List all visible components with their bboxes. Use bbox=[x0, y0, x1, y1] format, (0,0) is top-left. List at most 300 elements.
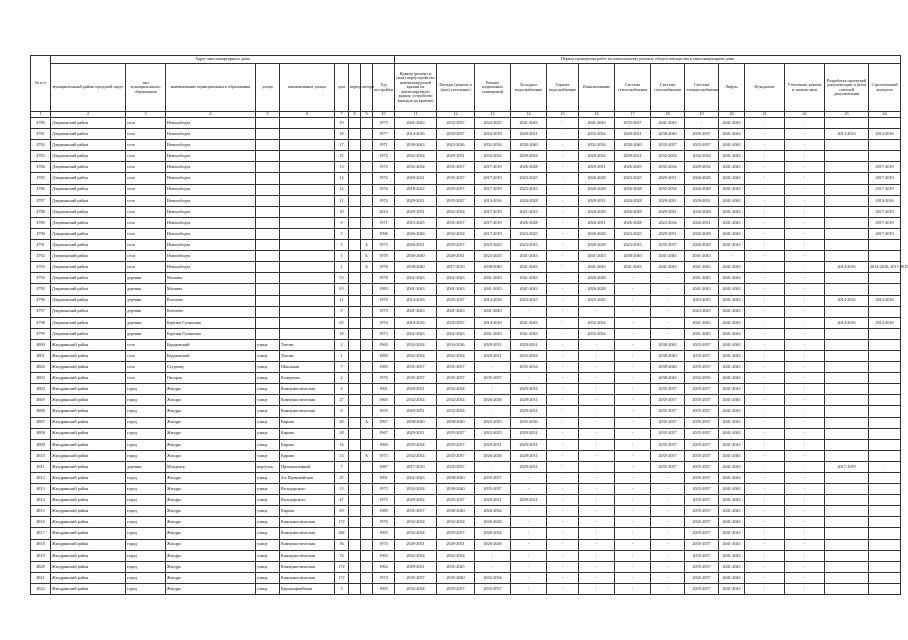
table-row bbox=[31, 140, 901, 151]
table-cell: 2032-2034 bbox=[685, 151, 719, 162]
table-cell: - bbox=[651, 273, 685, 284]
table-cell: - bbox=[547, 217, 579, 228]
table-cell bbox=[869, 484, 901, 495]
table-cell: - bbox=[651, 306, 685, 317]
table-cell: Котелево bbox=[166, 295, 256, 306]
table-row bbox=[31, 173, 901, 184]
table-cell: 1983 bbox=[373, 362, 395, 373]
table-cell: 1967 bbox=[373, 428, 395, 439]
table-cell: 2023-2026 bbox=[437, 140, 475, 151]
table-cell: 2035-2037 bbox=[685, 439, 719, 450]
table-cell: 2041-2043 bbox=[719, 295, 745, 306]
table-cell: 1974 bbox=[373, 317, 395, 328]
table-cell: - bbox=[547, 328, 579, 339]
table-cell: 2032-2034 bbox=[651, 151, 685, 162]
table-cell: Кирова bbox=[280, 417, 335, 428]
table-cell bbox=[280, 306, 335, 317]
table-cell: - bbox=[785, 461, 825, 472]
table-cell: 2035-2037 bbox=[437, 373, 475, 384]
table-cell: 2032-2034 bbox=[395, 517, 437, 528]
table-cell: - bbox=[475, 561, 511, 572]
table-cell: 4811 bbox=[31, 461, 51, 472]
table-cell: - bbox=[785, 384, 825, 395]
table-cell: - bbox=[785, 517, 825, 528]
table-cell: 2041-2043 bbox=[437, 328, 475, 339]
table-cell: 2035-2037 bbox=[685, 561, 719, 572]
table-cell bbox=[280, 151, 335, 162]
table-cell: Коммунистическая bbox=[280, 572, 335, 583]
table-cell: 1987 bbox=[373, 461, 395, 472]
table-cell: 2032-2034 bbox=[437, 228, 475, 239]
table-cell: 2041-2043 bbox=[685, 317, 719, 328]
table-cell: улица bbox=[256, 561, 280, 572]
table-cell bbox=[361, 184, 373, 195]
table-cell: - bbox=[615, 517, 651, 528]
table-cell: - bbox=[615, 406, 651, 417]
table-cell: 2023-2025 bbox=[579, 295, 615, 306]
table-cell: - bbox=[785, 273, 825, 284]
table-cell: 2038-2040 bbox=[651, 362, 685, 373]
table-cell: 4801 bbox=[31, 350, 51, 361]
table-cell: улица bbox=[256, 517, 280, 528]
table-cell bbox=[361, 473, 373, 484]
table-cell: - bbox=[719, 251, 745, 262]
table-cell: Жиздринский район bbox=[51, 362, 126, 373]
table-cell bbox=[361, 495, 373, 506]
table-cell: 4819 bbox=[31, 550, 51, 561]
table-cell: - bbox=[745, 384, 785, 395]
table-cell: 4809 bbox=[31, 439, 51, 450]
table-cell: 1974 bbox=[373, 539, 395, 550]
table-cell: 1985 bbox=[373, 350, 395, 361]
col-header: Лифты bbox=[719, 64, 745, 112]
table-cell: Коммунистическая bbox=[280, 528, 335, 539]
table-cell: город bbox=[126, 517, 166, 528]
col-header: Фасады (ремонт и (или) утепление) bbox=[437, 64, 475, 112]
col-number: 13 bbox=[475, 112, 511, 118]
col-header: Строительный контроль bbox=[869, 64, 901, 112]
table-cell: 4796 bbox=[31, 295, 51, 306]
table-cell: 2035-2037 bbox=[651, 461, 685, 472]
table-cell bbox=[256, 228, 280, 239]
table-cell: - bbox=[651, 561, 685, 572]
col-header: Система газоснабжения bbox=[651, 64, 685, 112]
table-cell bbox=[825, 373, 869, 384]
table-cell: 1972 bbox=[373, 173, 395, 184]
col-number: 19 bbox=[685, 112, 719, 118]
table-cell bbox=[361, 173, 373, 184]
table-cell: - bbox=[615, 439, 651, 450]
table-cell bbox=[869, 350, 901, 361]
table-cell: 2029-2031 bbox=[511, 495, 547, 506]
table-cell: 2023-2034 bbox=[651, 217, 685, 228]
col-header: Горячее водоснабжение bbox=[547, 64, 579, 112]
table-cell bbox=[349, 461, 361, 472]
table-cell bbox=[349, 583, 361, 594]
table-cell bbox=[361, 206, 373, 217]
table-cell: город bbox=[126, 528, 166, 539]
table-cell: 2026-2028 bbox=[511, 162, 547, 173]
table-cell: - bbox=[579, 417, 615, 428]
table-cell bbox=[869, 140, 901, 151]
table-cell bbox=[869, 373, 901, 384]
table-cell: 5 bbox=[335, 240, 349, 251]
table-row bbox=[31, 328, 901, 339]
table-cell: село bbox=[126, 362, 166, 373]
table-cell: - bbox=[615, 461, 651, 472]
table-cell: 6 bbox=[335, 384, 349, 395]
period-group-header: Период проведения работ по капитальному ремонту общего имущества в многоквартирном доме bbox=[395, 56, 901, 64]
table-row bbox=[31, 162, 901, 173]
table-cell: улица bbox=[256, 484, 280, 495]
table-cell: - bbox=[547, 339, 579, 350]
table-cell: 2038-2040 bbox=[615, 251, 651, 262]
table-cell: 2029-2031 bbox=[651, 195, 685, 206]
table-cell: 1965 bbox=[373, 583, 395, 594]
table-cell: - bbox=[785, 362, 825, 373]
table-cell: Коммунистическая bbox=[280, 384, 335, 395]
table-cell bbox=[349, 173, 361, 184]
table-cell: 2041-2043 bbox=[719, 140, 745, 151]
table-cell: 4808 bbox=[31, 428, 51, 439]
table-row bbox=[31, 384, 901, 395]
table-cell: - bbox=[547, 295, 579, 306]
table-cell: 2035-2037 bbox=[685, 583, 719, 594]
table-cell: Жиздра bbox=[166, 428, 256, 439]
table-cell: - bbox=[579, 406, 615, 417]
table-cell: - bbox=[547, 162, 579, 173]
table-cell: 2038-2040 bbox=[511, 140, 547, 151]
table-cell: 2014-2016 bbox=[825, 317, 869, 328]
table-cell bbox=[256, 206, 280, 217]
col-number: 12 bbox=[437, 112, 475, 118]
table-cell: - bbox=[579, 473, 615, 484]
col-header: Система теплоснабжения bbox=[615, 64, 651, 112]
table-cell: 4820 bbox=[31, 561, 51, 572]
table-cell: 1964 bbox=[373, 561, 395, 572]
table-cell: - bbox=[547, 240, 579, 251]
table-cell: - bbox=[745, 572, 785, 583]
table-cell: улица bbox=[256, 550, 280, 561]
table-cell: 2041-2043 bbox=[719, 284, 745, 295]
table-cell: - bbox=[511, 583, 547, 594]
col-number: 17 bbox=[615, 112, 651, 118]
table-cell: 1983 bbox=[373, 284, 395, 295]
table-cell: Новоалбодея bbox=[166, 240, 256, 251]
table-cell: 2041-2043 bbox=[437, 273, 475, 284]
table-cell: 2029-2031 bbox=[651, 228, 685, 239]
table-cell: 2041-2043 bbox=[511, 273, 547, 284]
table-row bbox=[31, 583, 901, 594]
table-cell: - bbox=[615, 417, 651, 428]
table-cell: город bbox=[126, 583, 166, 594]
table-row bbox=[31, 251, 901, 262]
table-cell: - bbox=[547, 417, 579, 428]
table-cell: 2041-2043 bbox=[511, 317, 547, 328]
table-cell: 2035-2037 bbox=[437, 439, 475, 450]
table-cell bbox=[869, 118, 901, 129]
table-cell: село bbox=[126, 206, 166, 217]
table-cell: 1955 bbox=[373, 406, 395, 417]
table-cell: 2035-2037 bbox=[685, 450, 719, 461]
table-cell: Жиздринский район bbox=[51, 473, 126, 484]
table-cell: Жиздринский район bbox=[51, 550, 126, 561]
table-cell: Новоалбодея bbox=[166, 162, 256, 173]
table-cell bbox=[349, 295, 361, 306]
table-cell: 2041-2043 bbox=[719, 129, 745, 140]
table-cell: 2035-2037 bbox=[395, 373, 437, 384]
table-cell bbox=[349, 484, 361, 495]
table-cell: 2035-2037 bbox=[615, 118, 651, 129]
table-cell: - bbox=[615, 284, 651, 295]
table-cell: - bbox=[615, 339, 651, 350]
table-cell bbox=[825, 473, 869, 484]
table-cell: деревня bbox=[126, 461, 166, 472]
col-number: 9 bbox=[361, 112, 373, 118]
table-cell: - bbox=[579, 495, 615, 506]
table-cell: 2029-2031 bbox=[685, 195, 719, 206]
table-cell: - bbox=[745, 140, 785, 151]
table-cell: - bbox=[785, 173, 825, 184]
table-row bbox=[31, 539, 901, 550]
table-cell: - bbox=[651, 550, 685, 561]
table-cell bbox=[869, 450, 901, 461]
table-cell: 1974 bbox=[373, 195, 395, 206]
table-cell bbox=[361, 317, 373, 328]
table-cell: - bbox=[785, 450, 825, 461]
table-cell: - bbox=[785, 151, 825, 162]
table-cell bbox=[349, 217, 361, 228]
table-cell: Кирова bbox=[280, 450, 335, 461]
table-cell bbox=[825, 583, 869, 594]
table-cell: 2041-2043 bbox=[719, 339, 745, 350]
table-cell: 2029-2031 bbox=[511, 450, 547, 461]
col-header: Система электроснабжения bbox=[685, 64, 719, 112]
table-cell bbox=[256, 184, 280, 195]
table-cell: 2041-2043 bbox=[719, 317, 745, 328]
table-cell bbox=[256, 195, 280, 206]
table-cell: - bbox=[745, 495, 785, 506]
table-cell: Жиздра bbox=[166, 495, 256, 506]
table-cell bbox=[349, 306, 361, 317]
table-cell bbox=[361, 539, 373, 550]
table-cell: Новоалбодея bbox=[166, 129, 256, 140]
table-cell: 2041-2043 bbox=[719, 428, 745, 439]
table-cell: - bbox=[547, 273, 579, 284]
table-cell: город bbox=[126, 428, 166, 439]
table-cell: 9 bbox=[335, 306, 349, 317]
table-cell: 2026-2028 bbox=[685, 228, 719, 239]
table-cell: 2014-2016 bbox=[475, 317, 511, 328]
table-cell: - bbox=[785, 473, 825, 484]
table-cell: село bbox=[126, 129, 166, 140]
table-cell: 1965 bbox=[373, 550, 395, 561]
table-cell: 2041-2043 bbox=[395, 306, 437, 317]
table-cell: 2041-2043 bbox=[719, 240, 745, 251]
table-cell bbox=[349, 273, 361, 284]
table-cell: - bbox=[745, 184, 785, 195]
table-cell: 2038-2043 bbox=[651, 373, 685, 384]
table-cell bbox=[825, 384, 869, 395]
table-cell: 2041-2043 bbox=[719, 506, 745, 517]
table-cell: 4810 bbox=[31, 450, 51, 461]
table-cell: Жиздринский район bbox=[51, 461, 126, 472]
table-cell: 2026-2028 bbox=[579, 173, 615, 184]
table-cell: село bbox=[126, 140, 166, 151]
table-cell bbox=[825, 572, 869, 583]
table-cell: Жиздра bbox=[166, 517, 256, 528]
table-row bbox=[31, 473, 901, 484]
table-cell: - bbox=[745, 306, 785, 317]
table-cell: 2032-2035 bbox=[685, 373, 719, 384]
table-cell: - bbox=[785, 528, 825, 539]
table-cell: - bbox=[579, 384, 615, 395]
table-cell: село bbox=[126, 151, 166, 162]
table-row bbox=[31, 561, 901, 572]
table-cell bbox=[349, 317, 361, 328]
table-cell: - bbox=[547, 140, 579, 151]
table-cell: Дзержинский район bbox=[51, 295, 126, 306]
table-cell: 2035-2037 bbox=[437, 362, 475, 373]
table-cell: село bbox=[126, 184, 166, 195]
table-cell: 4800 bbox=[31, 339, 51, 350]
table-cell: - bbox=[745, 206, 785, 217]
table-cell: - bbox=[547, 184, 579, 195]
table-cell: 172 bbox=[335, 561, 349, 572]
table-cell bbox=[349, 539, 361, 550]
table-cell: 2017-2019 bbox=[395, 461, 437, 472]
table-cell: Жиздра bbox=[166, 583, 256, 594]
table-cell: 4780 bbox=[31, 118, 51, 129]
table-cell: 4789 bbox=[31, 217, 51, 228]
table-cell: село bbox=[126, 195, 166, 206]
table-cell bbox=[349, 550, 361, 561]
table-cell: деревня bbox=[126, 317, 166, 328]
table-cell: Жиздра bbox=[166, 406, 256, 417]
table-cell: - bbox=[547, 550, 579, 561]
table-cell: - bbox=[615, 328, 651, 339]
table-cell bbox=[825, 251, 869, 262]
table-cell: Дзержинский район bbox=[51, 151, 126, 162]
address-group-header: Адрес многоквартирного дома bbox=[51, 56, 395, 64]
table-cell: - bbox=[745, 228, 785, 239]
table-row bbox=[31, 550, 901, 561]
table-cell: - bbox=[511, 539, 547, 550]
table-cell: - bbox=[745, 373, 785, 384]
table-cell: 2026-2028 bbox=[685, 184, 719, 195]
table-cell bbox=[361, 517, 373, 528]
table-cell: 2026-2028 bbox=[579, 228, 615, 239]
table-cell bbox=[825, 517, 869, 528]
table-cell: переулок bbox=[256, 461, 280, 472]
table-cell: - bbox=[651, 295, 685, 306]
col-header: Ремонт подвальных помещений bbox=[475, 64, 511, 112]
table-cell bbox=[825, 162, 869, 173]
table-cell: - bbox=[651, 506, 685, 517]
table-cell: 2017-2019 bbox=[869, 173, 901, 184]
table-cell: деревня bbox=[126, 295, 166, 306]
table-cell: - bbox=[745, 217, 785, 228]
table-cell: город bbox=[126, 395, 166, 406]
table-cell: 2041-2043 bbox=[395, 273, 437, 284]
table-cell: 2035-2037 bbox=[685, 461, 719, 472]
table-cell: - bbox=[785, 339, 825, 350]
table-cell: - bbox=[615, 317, 651, 328]
table-cell: 1976 bbox=[373, 517, 395, 528]
table-cell: 2014-2016 bbox=[475, 295, 511, 306]
table-cell: - bbox=[745, 273, 785, 284]
table-cell: - bbox=[651, 539, 685, 550]
table-cell: 2029-2031 bbox=[511, 461, 547, 472]
table-cell: Жиздринский район bbox=[51, 517, 126, 528]
table-cell bbox=[280, 228, 335, 239]
table-cell: Дзержинский район bbox=[51, 306, 126, 317]
table-cell bbox=[825, 439, 869, 450]
table-cell: А bbox=[361, 417, 373, 428]
table-cell: 4807 bbox=[31, 417, 51, 428]
table-cell: 2029-2031 bbox=[475, 495, 511, 506]
table-cell: - bbox=[745, 262, 785, 273]
table-cell: - bbox=[547, 206, 579, 217]
table-cell: - bbox=[615, 473, 651, 484]
table-cell bbox=[869, 251, 901, 262]
table-cell bbox=[349, 162, 361, 173]
table-cell: 2041-2043 bbox=[719, 528, 745, 539]
table-cell: - bbox=[511, 506, 547, 517]
table-cell bbox=[361, 217, 373, 228]
table-cell: - bbox=[745, 528, 785, 539]
table-cell bbox=[361, 506, 373, 517]
table-cell: Жиздра bbox=[166, 528, 256, 539]
table-cell bbox=[361, 461, 373, 472]
table-row bbox=[31, 262, 901, 273]
table-cell: деревня bbox=[126, 328, 166, 339]
col-number: 11 bbox=[395, 112, 437, 118]
table-cell: 2026-2028 bbox=[685, 206, 719, 217]
table-cell: - bbox=[511, 306, 547, 317]
table-cell: 1975 bbox=[373, 118, 395, 129]
table-cell bbox=[825, 484, 869, 495]
table-cell: деревня bbox=[126, 284, 166, 295]
table-cell: - bbox=[579, 395, 615, 406]
table-cell: улица bbox=[256, 583, 280, 594]
col-header: Утепление, ремонт и замена окон bbox=[785, 64, 825, 112]
table-cell: 2041-2043 bbox=[651, 251, 685, 262]
table-cell: 4799 bbox=[31, 328, 51, 339]
col-header: Канализование bbox=[579, 64, 615, 112]
table-cell: 2041-2043 bbox=[719, 206, 745, 217]
table-row bbox=[31, 151, 901, 162]
table-cell: 2026-2034 bbox=[475, 528, 511, 539]
table-cell bbox=[869, 406, 901, 417]
table-cell: Жиздринский район bbox=[51, 406, 126, 417]
table-cell: 2029-2031 bbox=[395, 206, 437, 217]
table-cell: - bbox=[547, 306, 579, 317]
table-cell bbox=[869, 561, 901, 572]
col-number: 5 bbox=[256, 112, 280, 118]
table-cell: 2023-2025 bbox=[511, 295, 547, 306]
table-cell bbox=[361, 228, 373, 239]
table-cell: 2035-2037 bbox=[437, 428, 475, 439]
table-cell: - bbox=[547, 284, 579, 295]
table-cell bbox=[280, 173, 335, 184]
table-cell: 2041-2043 bbox=[475, 284, 511, 295]
table-cell bbox=[361, 550, 373, 561]
table-cell: 2026-2031 bbox=[395, 240, 437, 251]
table-row bbox=[31, 406, 901, 417]
table-cell: 2035-2037 bbox=[651, 450, 685, 461]
table-cell: 2035-2037 bbox=[437, 184, 475, 195]
